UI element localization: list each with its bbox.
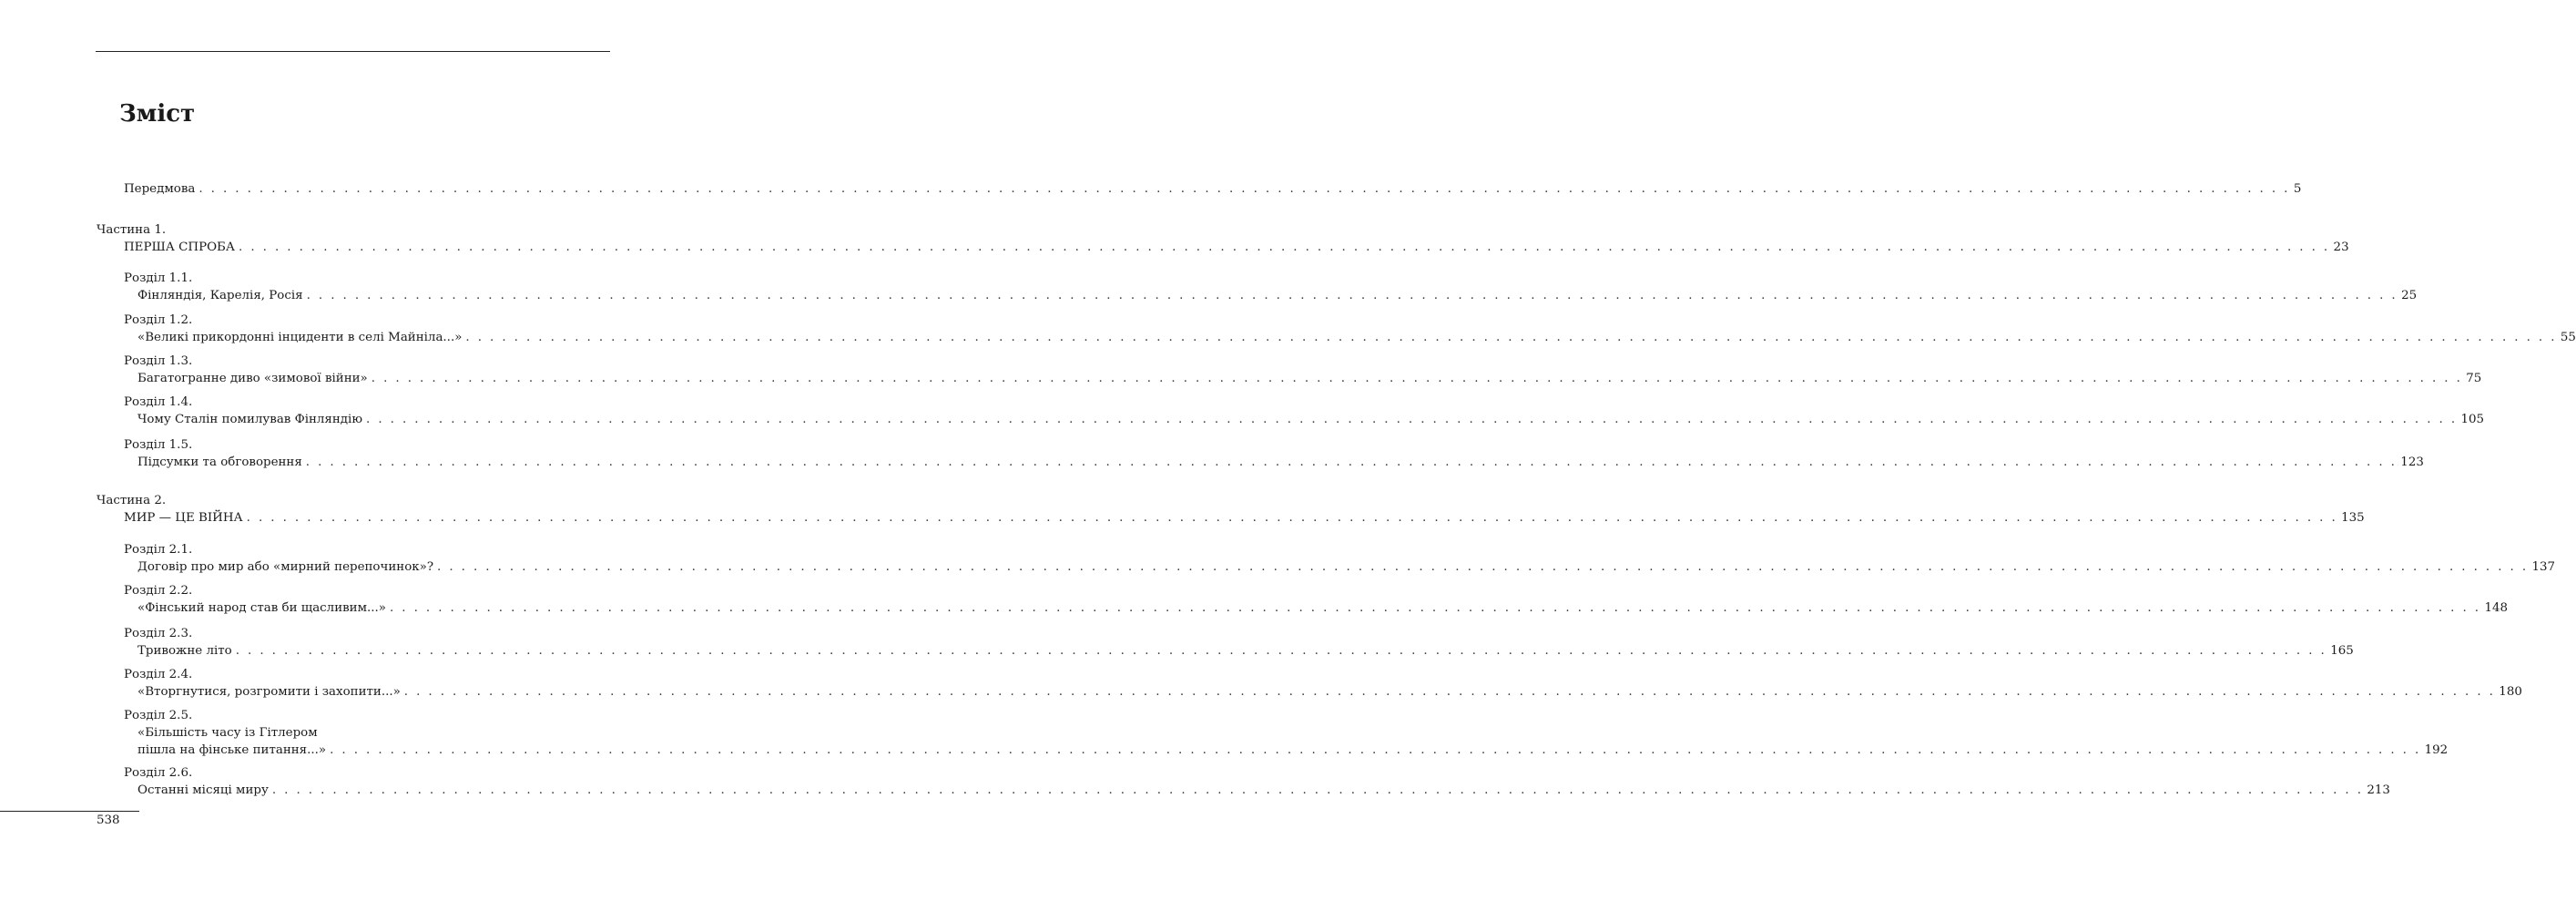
section-label: Розділ 2.4. [124,668,193,681]
dot-leader: . . . . . . . . . . . . . . . . . . . . . . . . . . . . . . . . . . . . . . . . . . . . . . . . . . . . . . . . . . . . . . . . . . . . . . . . . . . . . . . . . . . . . . . . . . . . . . . . . . . . . . . . . . . . . . . . . . . . . . . . . . . . . . . . . . . . . . . . . . . . . . . . . . . . . . . . . . . . . . . . . . . . . . . . . . . . . [239,241,2330,254]
toc-entry-section[interactable] [137,644,2354,659]
dot-leader: . . . . . . . . . . . . . . . . . . . . . . . . . . . . . . . . . . . . . . . . . . . . . . . . . . . . . . . . . . . . . . . . . . . . . . . . . . . . . . . . . . . . . . . . . . . . . . . . . . . . . . . . . . . . . . . . . . . . . . . . . . . . . . . . . . . . . . . . . . . . . . . . . . . . . . . . . . . . . . . . . . . . . . . . . . . . . [465,331,2557,344]
toc-entry-part-page: 23 [2333,241,2349,254]
toc-entry-section-page: 148 [2484,601,2509,615]
toc-entry-section-page: 105 [2460,413,2485,426]
footer-rule [0,811,139,812]
toc-entry-part[interactable] [124,241,2349,255]
header-rule [96,51,610,52]
toc-entry-section[interactable] [137,289,2418,303]
toc-entry-part-text: ПЕРША СПРОБА [124,241,236,254]
toc-entry-section[interactable] [137,560,2556,575]
dot-leader: . . . . . . . . . . . . . . . . . . . . . . . . . . . . . . . . . . . . . . . . . . . . . . . . . . . . . . . . . . . . . . . . . . . . . . . . . . . . . . . . . . . . . . . . . . . . . . . . . . . . . . . . . . . . . . . . . . . . . . . . . . . . . . . . . . . . . . . . . . . . . . . . . . . . . . . . . . . . . . . . . . . . . . . . . . . . . [366,413,2458,426]
toc-entry-section[interactable] [137,456,2424,470]
dot-leader: . . . . . . . . . . . . . . . . . . . . . . . . . . . . . . . . . . . . . . . . . . . . . . . . . . . . . . . . . . . . . . . . . . . . . . . . . . . . . . . . . . . . . . . . . . . . . . . . . . . . . . . . . . . . . . . . . . . . . . . . . . . . . . . . . . . . . . . . . . . . . . . . . . . . . . . . . . . . . . . . . . . . . . . . . . . . . [389,601,2481,615]
dot-leader: . . . . . . . . . . . . . . . . . . . . . . . . . . . . . . . . . . . . . . . . . . . . . . . . . . . . . . . . . . . . . . . . . . . . . . . . . . . . . . . . . . . . . . . . . . . . . . . . . . . . . . . . . . . . . . . . . . . . . . . . . . . . . . . . . . . . . . . . . . . . . . . . . . . . . . . . . . . . . . . . . . . . . . . . . . . . . [371,372,2463,385]
toc-entry-section-page: 75 [2466,372,2482,385]
toc-entry-section[interactable] [137,331,2576,345]
toc-entry-section-text: Підсумки та обговорення [137,456,302,469]
toc-entry-section-text: пішла на фінське питання...» [137,743,327,757]
toc-entry-section-page: 192 [2424,743,2449,757]
toc-entry-part-text: МИР — ЦЕ ВІЙНА [124,511,243,525]
dot-leader: . . . . . . . . . . . . . . . . . . . . . . . . . . . . . . . . . . . . . . . . . . . . . . . . . . . . . . . . . . . . . . . . . . . . . . . . . . . . . . . . . . . . . . . . . . . . . . . . . . . . . . . . . . . . . . . . . . . . . . . . . . . . . . . . . . . . . . . . . . . . . . . . . . . . . . . . . . . . . . . . . . . . . . . . . . . . . [235,644,2327,658]
toc-entry-section-page: 180 [2499,685,2522,699]
toc-entry-part[interactable] [124,511,2365,526]
dot-leader: . . . . . . . . . . . . . . . . . . . . . . . . . . . . . . . . . . . . . . . . . . . . . . . . . . . . . . . . . . . . . . . . . . . . . . . . . . . . . . . . . . . . . . . . . . . . . . . . . . . . . . . . . . . . . . . . . . . . . . . . . . . . . . . . . . . . . . . . . . . . . . . . . . . . . . . . . . . . . . . . . . . . . . . . . . . . . [199,182,2290,196]
toc-entry-section-text: Останні місяці миру [137,783,269,797]
dot-leader: . . . . . . . . . . . . . . . . . . . . . . . . . . . . . . . . . . . . . . . . . . . . . . . . . . . . . . . . . . . . . . . . . . . . . . . . . . . . . . . . . . . . . . . . . . . . . . . . . . . . . . . . . . . . . . . . . . . . . . . . . . . . . . . . . . . . . . . . . . . . . . . . . . . . . . . . . . . . . . . . . . . . . . . . . . . . . [305,456,2398,469]
page-number: 538 [97,814,120,827]
toc-entry-section-text: Договір про мир або «мирний перепочинок»? [137,560,433,574]
toc-entry-section[interactable] [137,601,2509,616]
section-label: Розділ 2.5. [124,709,193,722]
toc-entry-section-page: 55 [2560,331,2576,344]
toc-entry-section[interactable] [137,685,2522,700]
toc-entry-section[interactable] [137,372,2482,386]
section-label: Розділ 2.3. [124,627,193,640]
toc-entry-section-text: Тривожне літо [137,644,232,658]
part-label: Частина 2. [97,494,167,507]
toc-entry-preface-page: 5 [2293,182,2302,196]
toc-entry-section-text: «Великі прикордонні інциденти в селі Майніла...» [137,331,463,344]
section-label: Розділ 1.1. [124,271,193,285]
section-label: Розділ 2.2. [124,584,193,598]
page-title: Зміст [119,100,196,128]
toc-entry-section-page: 165 [2330,644,2354,658]
toc-entry-section-page: 137 [2531,560,2556,574]
dot-leader: . . . . . . . . . . . . . . . . . . . . . . . . . . . . . . . . . . . . . . . . . . . . . . . . . . . . . . . . . . . . . . . . . . . . . . . . . . . . . . . . . . . . . . . . . . . . . . . . . . . . . . . . . . . . . . . . . . . . . . . . . . . . . . . . . . . . . . . . . . . . . . . . . . . . . . . . . . . . . . . . . . . . . . . . . . . . . [246,511,2338,525]
toc-entry-section-page: 123 [2400,456,2424,469]
toc-entry-section[interactable] [137,743,2449,758]
toc-entry-section-text: Фінляндія, Карелія, Росія [137,289,303,302]
dot-leader: . . . . . . . . . . . . . . . . . . . . . . . . . . . . . . . . . . . . . . . . . . . . . . . . . . . . . . . . . . . . . . . . . . . . . . . . . . . . . . . . . . . . . . . . . . . . . . . . . . . . . . . . . . . . . . . . . . . . . . . . . . . . . . . . . . . . . . . . . . . . . . . . . . . . . . . . . . . . . . . . . . . . . . . . . . . . . [306,289,2398,302]
section-title-line: «Більшість часу із Гітлером [137,726,318,740]
dot-leader: . . . . . . . . . . . . . . . . . . . . . . . . . . . . . . . . . . . . . . . . . . . . . . . . . . . . . . . . . . . . . . . . . . . . . . . . . . . . . . . . . . . . . . . . . . . . . . . . . . . . . . . . . . . . . . . . . . . . . . . . . . . . . . . . . . . . . . . . . . . . . . . . . . . . . . . . . . . . . . . . . . . . . . . . . . . . . [403,685,2496,699]
dot-leader: . . . . . . . . . . . . . . . . . . . . . . . . . . . . . . . . . . . . . . . . . . . . . . . . . . . . . . . . . . . . . . . . . . . . . . . . . . . . . . . . . . . . . . . . . . . . . . . . . . . . . . . . . . . . . . . . . . . . . . . . . . . . . . . . . . . . . . . . . . . . . . . . . . . . . . . . . . . . . . . . . . . . . . . . . . . . . [437,560,2529,574]
toc-entry-preface[interactable] [124,182,2302,197]
section-label: Розділ 1.2. [124,313,193,327]
toc-entry-section-page: 25 [2401,289,2418,302]
toc-entry-preface-text: Передмова [124,182,196,196]
toc-entry-section-text: Багатогранне диво «зимової війни» [137,372,368,385]
section-label: Розділ 2.1. [124,543,193,557]
toc-entry-section-text: Чому Сталін помилував Фінляндію [137,413,362,426]
section-label: Розділ 1.4. [124,395,193,409]
section-label: Розділ 2.6. [124,766,193,780]
toc-entry-section[interactable] [137,783,2390,798]
section-label: Розділ 1.5. [124,438,193,452]
toc-entry-section-page: 213 [2367,783,2390,797]
toc-entry-section-text: «Фінський народ став би щасливим...» [137,601,386,615]
dot-leader: . . . . . . . . . . . . . . . . . . . . . . . . . . . . . . . . . . . . . . . . . . . . . . . . . . . . . . . . . . . . . . . . . . . . . . . . . . . . . . . . . . . . . . . . . . . . . . . . . . . . . . . . . . . . . . . . . . . . . . . . . . . . . . . . . . . . . . . . . . . . . . . . . . . . . . . . . . . . . . . . . . . . . . . . . . . . . [330,743,2421,757]
toc-entry-section[interactable] [137,413,2485,427]
part-label: Частина 1. [97,223,167,237]
section-label: Розділ 1.3. [124,354,193,368]
toc-entry-part-page: 135 [2341,511,2365,525]
toc-entry-section-text: «Вторгнутися, розгромити і захопити...» [137,685,401,699]
dot-leader: . . . . . . . . . . . . . . . . . . . . . . . . . . . . . . . . . . . . . . . . . . . . . . . . . . . . . . . . . . . . . . . . . . . . . . . . . . . . . . . . . . . . . . . . . . . . . . . . . . . . . . . . . . . . . . . . . . . . . . . . . . . . . . . . . . . . . . . . . . . . . . . . . . . . . . . . . . . . . . . . . . . . . . . . . . . . . [271,783,2364,797]
